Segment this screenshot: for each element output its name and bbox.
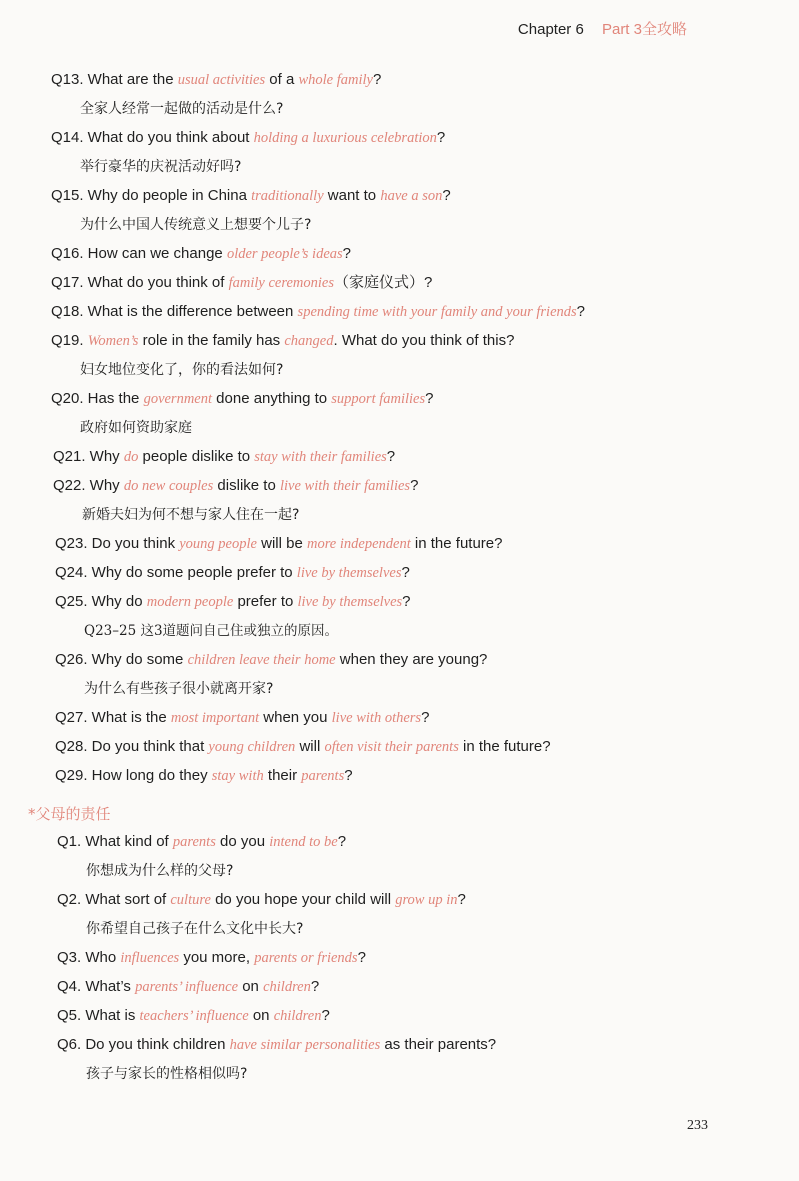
- highlighted-phrase: intend to be: [269, 834, 338, 850]
- note-line: Q23–25 这3道题问自己住或独立的原因。: [84, 623, 339, 639]
- question-text: ?: [421, 709, 430, 726]
- question-text: Q19.: [51, 332, 88, 349]
- chinese-translation: 为什么中国人传统意义上想要个儿子?: [80, 217, 312, 233]
- highlighted-phrase: changed: [284, 333, 334, 349]
- question-text: Q26. Why do some: [55, 651, 188, 668]
- question-text: want to: [323, 187, 381, 204]
- question-text: when you: [259, 709, 332, 726]
- highlighted-phrase: modern people: [146, 594, 234, 610]
- question-text: Q17. What do you think of: [51, 274, 229, 291]
- question-text: Q23. Do you think: [55, 535, 180, 552]
- question-line: [55, 737, 551, 757]
- question-text: Q14. What do you think about: [51, 129, 254, 146]
- question-text: ?: [457, 891, 466, 908]
- question-line: [53, 447, 395, 467]
- chapter-label: Chapter 6: [517, 21, 584, 38]
- question-line: [57, 832, 346, 852]
- question-text: ?: [402, 593, 411, 610]
- highlighted-phrase: holding a luxurious celebration: [253, 130, 437, 146]
- question-line: [51, 70, 381, 90]
- question-text: Q16. How can we change: [51, 245, 227, 262]
- question-text: ?: [344, 767, 353, 784]
- question-text: prefer to: [233, 593, 298, 610]
- question-line: [51, 331, 514, 351]
- question-line: [57, 1035, 496, 1055]
- question-text: ?: [425, 390, 434, 407]
- question-text: Q21. Why: [53, 448, 124, 465]
- highlighted-phrase: young children: [208, 739, 296, 755]
- question-text: ?: [310, 978, 320, 995]
- question-text: Q15. Why do people in China: [51, 187, 252, 204]
- highlighted-phrase: parents: [301, 768, 345, 784]
- question-text: their: [263, 767, 302, 784]
- highlighted-phrase: parents: [172, 834, 216, 850]
- question-text: ?: [401, 564, 410, 581]
- question-text: . What do you think of this?: [333, 332, 515, 349]
- question-text: do you: [215, 833, 270, 850]
- highlighted-phrase: parents’ influence: [135, 979, 239, 995]
- chinese-translation: 新婚夫妇为何不想与家人住在一起?: [82, 507, 300, 523]
- question-line: [55, 650, 487, 670]
- question-text: ?: [386, 448, 396, 465]
- question-line: [55, 592, 411, 612]
- chinese-translation: 你希望自己孩子在什么文化中长大?: [86, 921, 304, 937]
- highlighted-phrase: whole family: [298, 72, 373, 88]
- question-line: [57, 890, 466, 910]
- question-line: [51, 186, 451, 206]
- question-text: ?: [442, 187, 451, 204]
- chinese-translation: 政府如何资助家庭: [80, 420, 192, 436]
- question-text: ?: [321, 1007, 330, 1024]
- highlighted-phrase: stay with their families: [254, 449, 387, 465]
- question-line: [51, 244, 351, 264]
- question-line: [51, 302, 585, 322]
- highlighted-phrase: most important: [170, 710, 260, 726]
- question-line: [55, 534, 502, 554]
- question-line: [55, 708, 429, 728]
- highlighted-phrase: have similar personalities: [229, 1037, 381, 1053]
- highlighted-phrase: young people: [179, 536, 257, 552]
- highlighted-phrase: stay with: [211, 768, 264, 784]
- question-text: Q4. What’s: [57, 978, 136, 995]
- question-text: people dislike to: [138, 448, 255, 465]
- question-line: [57, 948, 366, 968]
- chinese-translation: 妇女地位变化了，你的看法如何?: [80, 362, 284, 378]
- question-text: will: [295, 738, 325, 755]
- question-line: [51, 389, 433, 409]
- section-heading: *父母的责任: [28, 805, 111, 823]
- part-label: Part 3全攻略: [601, 21, 687, 38]
- chinese-translation: 你想成为什么样的父母?: [86, 863, 234, 879]
- page-number: 233: [687, 1118, 708, 1133]
- question-text: Q29. How long do they: [55, 767, 212, 784]
- question-text: done anything to: [212, 390, 332, 407]
- question-text: ?: [373, 71, 382, 88]
- question-line: [55, 563, 410, 583]
- highlighted-phrase: live by themselves: [297, 594, 403, 610]
- highlighted-phrase: have a son: [380, 188, 443, 204]
- question-text: Q6. Do you think children: [57, 1036, 230, 1053]
- question-text: when they are young?: [335, 651, 488, 668]
- question-text: Q1. What kind of: [57, 833, 173, 850]
- chinese-translation: 举行豪华的庆祝活动好吗?: [80, 159, 242, 175]
- highlighted-phrase: often visit their parents: [324, 739, 459, 755]
- chinese-translation: 全家人经常一起做的活动是什么?: [80, 101, 284, 117]
- question-text: ?: [357, 949, 366, 966]
- question-text: role in the family has: [138, 332, 285, 349]
- question-text: ?: [436, 129, 446, 146]
- highlighted-phrase: grow up in: [395, 892, 458, 908]
- question-line: [55, 766, 353, 786]
- highlighted-phrase: live by themselves: [296, 565, 402, 581]
- highlighted-phrase: influences: [120, 950, 180, 966]
- highlighted-phrase: Women’s: [87, 333, 139, 349]
- question-text: Q3. Who: [57, 949, 121, 966]
- highlighted-phrase: family ceremonies: [228, 275, 334, 291]
- question-text: ?: [342, 245, 351, 262]
- question-line: [57, 977, 319, 997]
- question-text: （家庭仪式）?: [333, 274, 433, 291]
- question-text: do you hope your child will: [210, 891, 396, 908]
- question-text: Q5. What is: [57, 1007, 140, 1024]
- question-text: in the future?: [410, 535, 503, 552]
- question-text: Q2. What sort of: [57, 891, 171, 908]
- question-text: ?: [410, 477, 419, 494]
- question-text: on: [238, 978, 264, 995]
- running-header: [518, 18, 687, 39]
- question-text: Q18. What is the difference between: [51, 303, 298, 320]
- question-text: ?: [576, 303, 585, 320]
- question-text: dislike to: [213, 477, 280, 494]
- highlighted-phrase: parents or friends: [254, 950, 358, 966]
- highlighted-phrase: children leave their home: [187, 652, 336, 668]
- question-text: Q13. What are the: [51, 71, 178, 88]
- highlighted-phrase: government: [143, 391, 213, 407]
- question-line: [51, 273, 432, 293]
- question-text: Q22. Why: [53, 477, 124, 494]
- question-line: [57, 1006, 330, 1026]
- highlighted-phrase: usual activities: [177, 72, 266, 88]
- question-text: Q27. What is the: [55, 709, 171, 726]
- chinese-translation: 孩子与家长的性格相似吗?: [86, 1066, 248, 1082]
- question-text: Q20. Has the: [51, 390, 144, 407]
- highlighted-phrase: children: [263, 979, 311, 995]
- highlighted-phrase: more independent: [306, 536, 411, 552]
- highlighted-phrase: do new couples: [123, 478, 214, 494]
- highlighted-phrase: traditionally: [251, 188, 324, 204]
- question-text: Q28. Do you think that: [55, 738, 209, 755]
- highlighted-phrase: spending time with your family and your friends: [297, 304, 577, 320]
- question-text: you more,: [179, 949, 255, 966]
- question-text: in the future?: [458, 738, 551, 755]
- chinese-translation: 为什么有些孩子很小就离开家?: [84, 681, 274, 697]
- highlighted-phrase: live with their families: [279, 478, 411, 494]
- question-line: [51, 128, 445, 148]
- highlighted-phrase: teachers’ influence: [139, 1008, 249, 1024]
- highlighted-phrase: support families: [331, 391, 426, 407]
- highlighted-phrase: live with others: [331, 710, 422, 726]
- highlighted-phrase: do: [123, 449, 139, 465]
- highlighted-phrase: older people’s ideas: [226, 246, 343, 262]
- question-text: Q24. Why do some people prefer to: [55, 564, 297, 581]
- highlighted-phrase: children: [273, 1008, 322, 1024]
- question-text: of a: [265, 71, 299, 88]
- highlighted-phrase: culture: [170, 892, 211, 908]
- question-text: as their parents?: [380, 1036, 497, 1053]
- question-text: Q25. Why do: [55, 593, 147, 610]
- question-text: ?: [337, 833, 347, 850]
- question-line: [53, 476, 418, 496]
- question-text: on: [248, 1007, 274, 1024]
- question-text: will be: [256, 535, 307, 552]
